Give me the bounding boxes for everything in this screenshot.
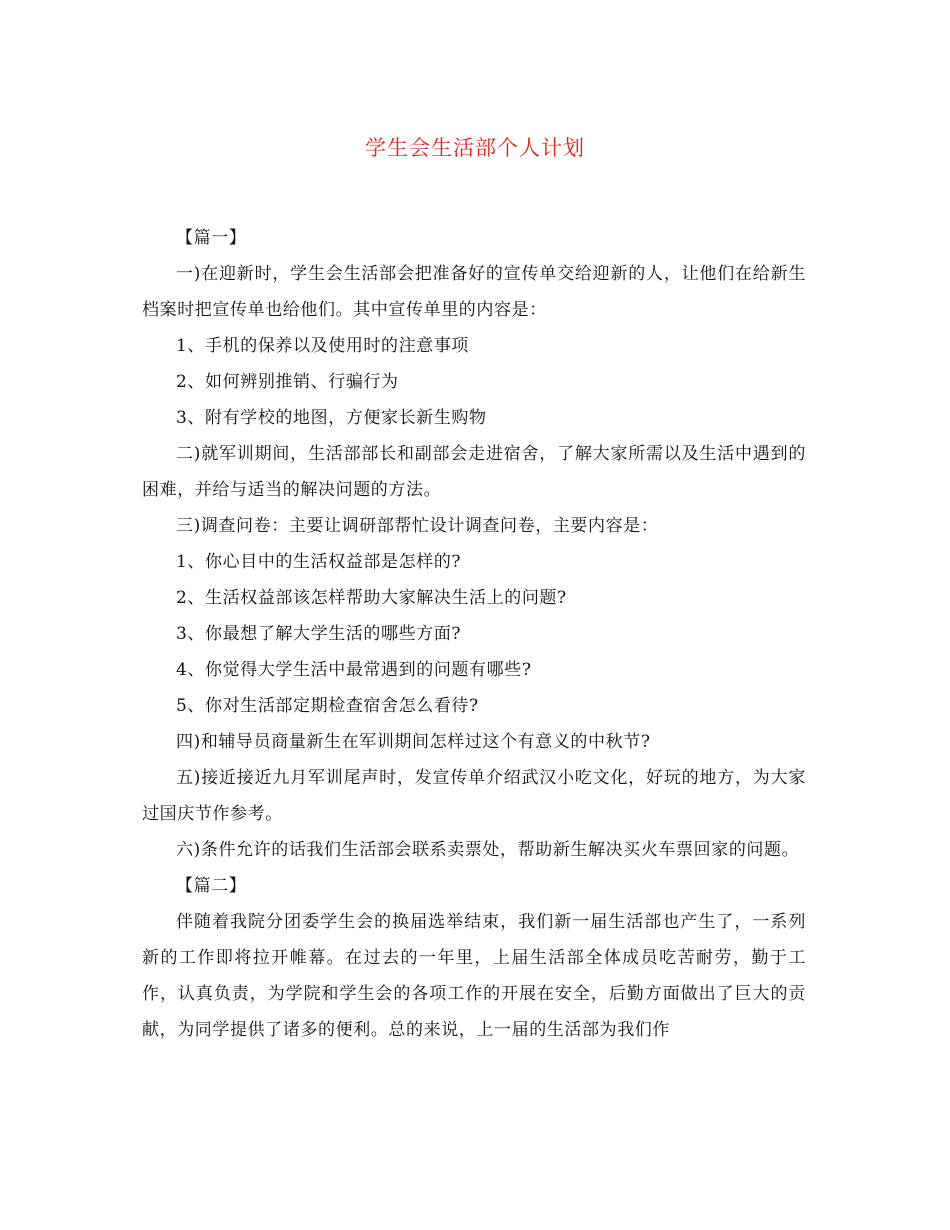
list-item: 3、附有学校的地图，方便家长新生购物 bbox=[176, 408, 487, 428]
paragraph-7: 伴随着我院分团委学生会的换届选举结束，我们新一届生活部也产生了，一系列新的工作即将拉开帷幕。在过去的一年里，上届生活部全体成员吃苦耐劳，勤于工作，认真负责，为学院和学生会的各项工作的开展在安全，后勤方面做出了巨大的贡献，为同学提供了诸多的便利。总的来说，上一届的生活部为我们作 bbox=[142, 912, 806, 1040]
list-item: 1、手机的保养以及使用时的注意事项 bbox=[176, 336, 470, 356]
paragraph-6: 六)条件允许的话我们生活部会联系卖票处，帮助新生解决买火车票回家的问题。 bbox=[176, 840, 800, 860]
section-heading-1: 【篇一】 bbox=[176, 228, 247, 248]
paragraph-1: 一)在迎新时，学生会生活部会把准备好的宣传单交给迎新的人，让他们在给新生档案时把宣传单也给他们。其中宣传单里的内容是： bbox=[142, 264, 806, 320]
section-heading-2: 【篇二】 bbox=[176, 876, 247, 896]
paragraph-2: 二)就军训期间，生活部部长和副部会走进宿舍，了解大家所需以及生活中遇到的困难，并给与适当的解决问题的方法。 bbox=[142, 444, 806, 500]
document-body bbox=[142, 220, 806, 1048]
list-item: 2、如何辨别推销、行骗行为 bbox=[176, 372, 399, 392]
list-item: 1、你心目中的生活权益部是怎样的? bbox=[176, 552, 462, 572]
list-item: 4、你觉得大学生活中最常遇到的问题有哪些? bbox=[176, 660, 532, 680]
list-item: 3、你最想了解大学生活的哪些方面? bbox=[176, 624, 462, 644]
document-title: 学生会生活部个人计划 bbox=[365, 136, 585, 160]
list-item: 5、你对生活部定期检查宿舍怎么看待? bbox=[176, 696, 479, 716]
paragraph-4: 四)和辅导员商量新生在军训期间怎样过这个有意义的中秋节? bbox=[176, 732, 651, 752]
paragraph-3: 三)调查问卷：主要让调研部帮忙设计调查问卷，主要内容是： bbox=[176, 516, 659, 536]
list-item: 2、生活权益部该怎样帮助大家解决生活上的问题? bbox=[176, 588, 567, 608]
paragraph-5: 五)接近接近九月军训尾声时，发宣传单介绍武汉小吃文化，好玩的地方，为大家过国庆节作参考。 bbox=[142, 768, 806, 824]
